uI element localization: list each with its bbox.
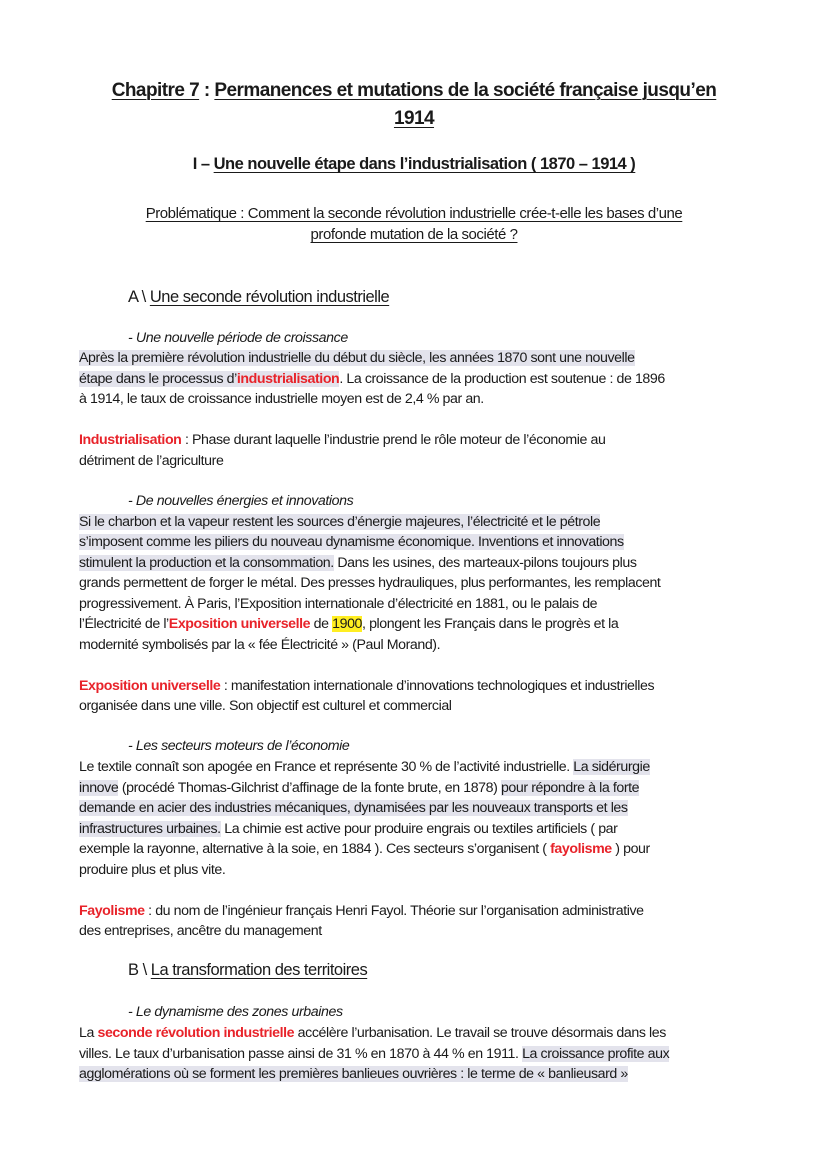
chapter-title — [60, 80, 768, 102]
paragraph-line — [79, 1044, 669, 1064]
paragraph-line — [79, 614, 618, 634]
definition-text: : Phase durant laquelle l’industrie prend le rôle moteur de l’économie au — [181, 432, 606, 448]
highlighted-text: agglomérations où se forment les premières banlieues ouvrières : le terme de « banlieusard » — [79, 1066, 628, 1082]
keyword-fayolisme: fayolisme — [550, 841, 612, 857]
text: , plongent les Français dans le progrès et la — [362, 616, 619, 632]
text: villes. Le taux d’urbanisation passe ainsi de 31 % en 1870 à 44 % en 1911. — [79, 1046, 523, 1062]
subheading-croissance: - Une nouvelle période de croissance — [128, 330, 348, 346]
definition-line: détriment de l’agriculture — [79, 453, 224, 469]
section-a-heading — [128, 288, 389, 307]
paragraph-line — [79, 819, 617, 839]
highlighted-text: infrastructures urbaines. — [79, 821, 221, 837]
part-prefix: I – — [192, 155, 214, 173]
chapter-title-line2-wrap — [60, 108, 768, 130]
highlighted-text: Après la première révolution industrielle du début du siècle, les années 1870 sont une nouvelle — [79, 350, 635, 366]
definition-industrialisation — [79, 430, 605, 450]
section-a-prefix: A \ — [128, 288, 150, 306]
paragraph-line: modernité symbolisés par la « fée Électricité » (Paul Morand). — [79, 637, 441, 653]
subheading-secteurs: - Les secteurs moteurs de l’économie — [128, 738, 350, 754]
highlighted-text: La sidérurgie — [573, 759, 650, 775]
text: exemple la rayonne, alternative à la soie, en 1884 ). Ces secteurs s’organisent ( — [79, 841, 551, 857]
text: de — [310, 616, 333, 632]
paragraph-line — [79, 512, 600, 532]
text: . La croissance de la production est soutenue : de 1896 — [339, 371, 665, 387]
chapter-separator: : — [199, 80, 215, 101]
text: La chimie est active pour produire engrais ou textiles artificiels ( par — [220, 821, 618, 837]
paragraph-line — [79, 532, 624, 552]
definition-line: organisée dans une ville. Son objectif est culturel et commercial — [79, 698, 452, 714]
text: l’Électricité de l’ — [79, 616, 169, 632]
highlighted-text: innove — [79, 780, 119, 796]
highlighted-text: Si le charbon et la vapeur restent les sources d’énergie majeures, l’électricité et le pétrole — [79, 514, 601, 530]
paragraph-line — [79, 369, 665, 389]
problematique-line2: profonde mutation de la société ? — [310, 226, 518, 243]
section-a-title: Une seconde révolution industrielle — [149, 288, 390, 306]
keyword-seconde-revolution: seconde révolution industrielle — [97, 1025, 295, 1041]
definition-text: : manifestation internationale d’innovations technologiques et industrielles — [220, 678, 655, 694]
text: Le textile connaît son apogée en France et représente 30 % de l’activité industrielle. — [79, 759, 574, 775]
subheading-zones-urbaines: - Le dynamisme des zones urbaines — [128, 1004, 343, 1020]
keyword-industrialisation: industrialisation — [236, 371, 340, 387]
text: ) pour — [611, 841, 650, 857]
paragraph-line — [79, 839, 650, 859]
part-heading — [60, 155, 768, 174]
paragraph-line — [79, 348, 635, 368]
text: accélère l’urbanisation. Le travail se trouve désormais dans les — [294, 1025, 666, 1041]
highlighted-text: étape dans le processus d’ — [79, 371, 237, 387]
definition-line: des entreprises, ancêtre du management — [79, 923, 322, 939]
chapter-label: Chapitre 7 — [111, 80, 200, 101]
definition-term: Industrialisation — [79, 432, 182, 448]
paragraph-line: produire plus et plus vite. — [79, 862, 226, 878]
keyword-exposition-universelle: Exposition universelle — [168, 616, 311, 632]
subheading-energies: - De nouvelles énergies et innovations — [128, 493, 354, 509]
highlighted-text: pour répondre à la forte — [500, 780, 640, 796]
paragraph-line — [79, 798, 628, 818]
chapter-title-line1: Permanences et mutations de la société française jusqu’en — [214, 80, 717, 101]
problematique — [60, 203, 768, 245]
section-b-title: La transformation des territoires — [150, 961, 368, 979]
paragraph-line: grands permettent de forger le métal. Des presses hydrauliques, plus performantes, les remplacent — [79, 575, 661, 591]
definition-term: Fayolisme — [79, 903, 145, 919]
text: (procédé Thomas-Gilchrist d’affinage de la fonte brute, en 1878) — [118, 780, 501, 796]
paragraph-line: à 1914, le taux de croissance industrielle moyen est de 2,4 % par an. — [79, 391, 484, 407]
text: Dans les usines, des marteaux-pilons toujours plus — [333, 555, 637, 571]
chapter-title-line2: 1914 — [393, 108, 435, 129]
paragraph-line — [79, 1023, 666, 1043]
part-title: Une nouvelle étape dans l’industrialisation ( 1870 – 1914 ) — [213, 155, 636, 173]
paragraph-line — [79, 553, 637, 573]
paragraph-line: progressivement. À Paris, l’Exposition internationale d’électricité en 1881, ou le palais de — [79, 596, 598, 612]
definition-text: : du nom de l’ingénieur français Henri Fayol. Théorie sur l’organisation administrative — [144, 903, 644, 919]
paragraph-line — [79, 1064, 628, 1084]
section-b-prefix: B \ — [128, 961, 151, 979]
highlighted-text: La croissance profite aux — [522, 1046, 670, 1062]
problematique-line1: Problématique : Comment la seconde révolution industrielle crée-t-elle les bases d’une — [145, 205, 683, 222]
highlighted-text: s’imposent comme les piliers du nouveau dynamisme économique. Inventions et innovations — [79, 534, 624, 550]
highlighted-text: demande en acier des industries mécaniques, dynamisées par les nouveaux transports et les — [79, 800, 628, 816]
paragraph-line — [79, 778, 639, 798]
definition-fayolisme — [79, 901, 644, 921]
text: La — [79, 1025, 98, 1041]
section-b-heading — [128, 961, 367, 980]
highlighted-text: stimulent la production et la consommation. — [79, 555, 334, 571]
paragraph-line — [79, 757, 650, 777]
highlighted-year: 1900 — [332, 616, 363, 632]
definition-exposition-universelle — [79, 676, 654, 696]
definition-term: Exposition universelle — [79, 678, 221, 694]
